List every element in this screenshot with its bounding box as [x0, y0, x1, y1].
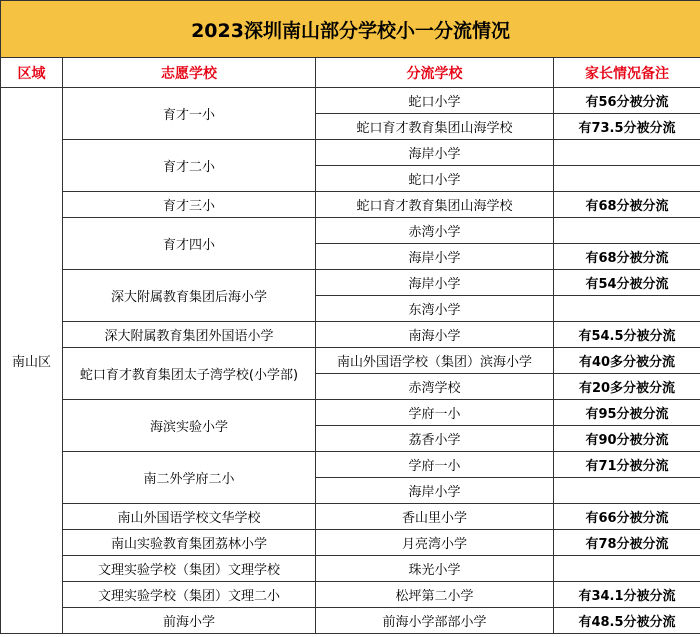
table-title: 2023深圳南山部分学校小一分流情况 [1, 1, 700, 58]
table-row [1, 504, 700, 530]
table-row [1, 88, 700, 114]
parent-note-cell [554, 296, 700, 322]
assigned-school-cell: 海岸小学 [316, 244, 554, 270]
assigned-school-cell: 学府一小 [316, 400, 554, 426]
parent-note-cell: 有54分被分流 [554, 270, 700, 296]
parent-note-cell [554, 140, 700, 166]
assigned-school-cell: 蛇口小学 [316, 88, 554, 114]
parent-note-cell: 有34.1分被分流 [554, 582, 700, 608]
assigned-school-cell: 海岸小学 [316, 140, 554, 166]
assigned-school-cell: 赤湾学校 [316, 374, 554, 400]
preferred-school-cell: 南山外国语学校文华学校 [63, 504, 316, 530]
parent-note-cell: 有78分被分流 [554, 530, 700, 556]
preferred-school-cell: 育才一小 [63, 88, 316, 140]
assigned-school-cell: 香山里小学 [316, 504, 554, 530]
preferred-school-cell: 蛇口育才教育集团太子湾学校(小学部) [63, 348, 316, 400]
table-row [1, 608, 700, 634]
header-row [1, 58, 700, 88]
table-body [1, 1, 700, 634]
title-row [1, 1, 700, 58]
assigned-school-cell: 海岸小学 [316, 478, 554, 504]
assigned-school-cell: 蛇口育才教育集团山海学校 [316, 192, 554, 218]
preferred-school-cell: 海滨实验小学 [63, 400, 316, 452]
preferred-school-cell: 文理实验学校（集团）文理学校 [63, 556, 316, 582]
table-row [1, 582, 700, 608]
assigned-school-cell: 学府一小 [316, 452, 554, 478]
parent-note-cell: 有20多分被分流 [554, 374, 700, 400]
preferred-school-cell: 前海小学 [63, 608, 316, 634]
parent-note-cell: 有68分被分流 [554, 244, 700, 270]
parent-note-cell [554, 166, 700, 192]
assigned-school-cell: 荔香小学 [316, 426, 554, 452]
preferred-school-cell: 文理实验学校（集团）文理二小 [63, 582, 316, 608]
table-row [1, 322, 700, 348]
assigned-school-cell: 海岸小学 [316, 270, 554, 296]
table-row [1, 400, 700, 426]
parent-note-cell: 有71分被分流 [554, 452, 700, 478]
assigned-school-cell: 珠光小学 [316, 556, 554, 582]
preferred-school-cell: 育才三小 [63, 192, 316, 218]
assigned-school-cell: 前海小学部部小学 [316, 608, 554, 634]
parent-note-cell: 有54.5分被分流 [554, 322, 700, 348]
preferred-school-cell: 南山实验教育集团荔林小学 [63, 530, 316, 556]
preferred-school-cell: 育才四小 [63, 218, 316, 270]
preferred-school-cell: 深大附属教育集团外国语小学 [63, 322, 316, 348]
preferred-school-cell: 南二外学府二小 [63, 452, 316, 504]
table-row [1, 140, 700, 166]
table-row [1, 270, 700, 296]
assigned-school-cell: 月亮湾小学 [316, 530, 554, 556]
parent-note-cell: 有68分被分流 [554, 192, 700, 218]
parent-note-cell: 有73.5分被分流 [554, 114, 700, 140]
assigned-school-cell: 东湾小学 [316, 296, 554, 322]
assigned-school-cell: 松坪第二小学 [316, 582, 554, 608]
parent-note-cell: 有90分被分流 [554, 426, 700, 452]
table-row [1, 452, 700, 478]
parent-note-cell [554, 556, 700, 582]
parent-note-cell: 有56分被分流 [554, 88, 700, 114]
table-row [1, 218, 700, 244]
table-row [1, 556, 700, 582]
table-row [1, 192, 700, 218]
table-row [1, 348, 700, 374]
parent-note-cell: 有48.5分被分流 [554, 608, 700, 634]
parent-note-cell [554, 478, 700, 504]
header-district: 区域 [1, 58, 63, 88]
district-cell: 南山区 [1, 88, 63, 634]
header-preferred-school: 志愿学校 [63, 58, 316, 88]
assigned-school-cell: 蛇口小学 [316, 166, 554, 192]
parent-note-cell: 有66分被分流 [554, 504, 700, 530]
assigned-school-cell: 蛇口育才教育集团山海学校 [316, 114, 554, 140]
assigned-school-cell: 南海小学 [316, 322, 554, 348]
parent-note-cell [554, 218, 700, 244]
parent-note-cell: 有40多分被分流 [554, 348, 700, 374]
table-row [1, 530, 700, 556]
header-assigned-school: 分流学校 [316, 58, 554, 88]
parent-note-cell: 有95分被分流 [554, 400, 700, 426]
header-parent-notes: 家长情况备注 [554, 58, 700, 88]
assigned-school-cell: 南山外国语学校（集团）滨海小学 [316, 348, 554, 374]
assigned-school-cell: 赤湾小学 [316, 218, 554, 244]
preferred-school-cell: 深大附属教育集团后海小学 [63, 270, 316, 322]
preferred-school-cell: 育才二小 [63, 140, 316, 192]
